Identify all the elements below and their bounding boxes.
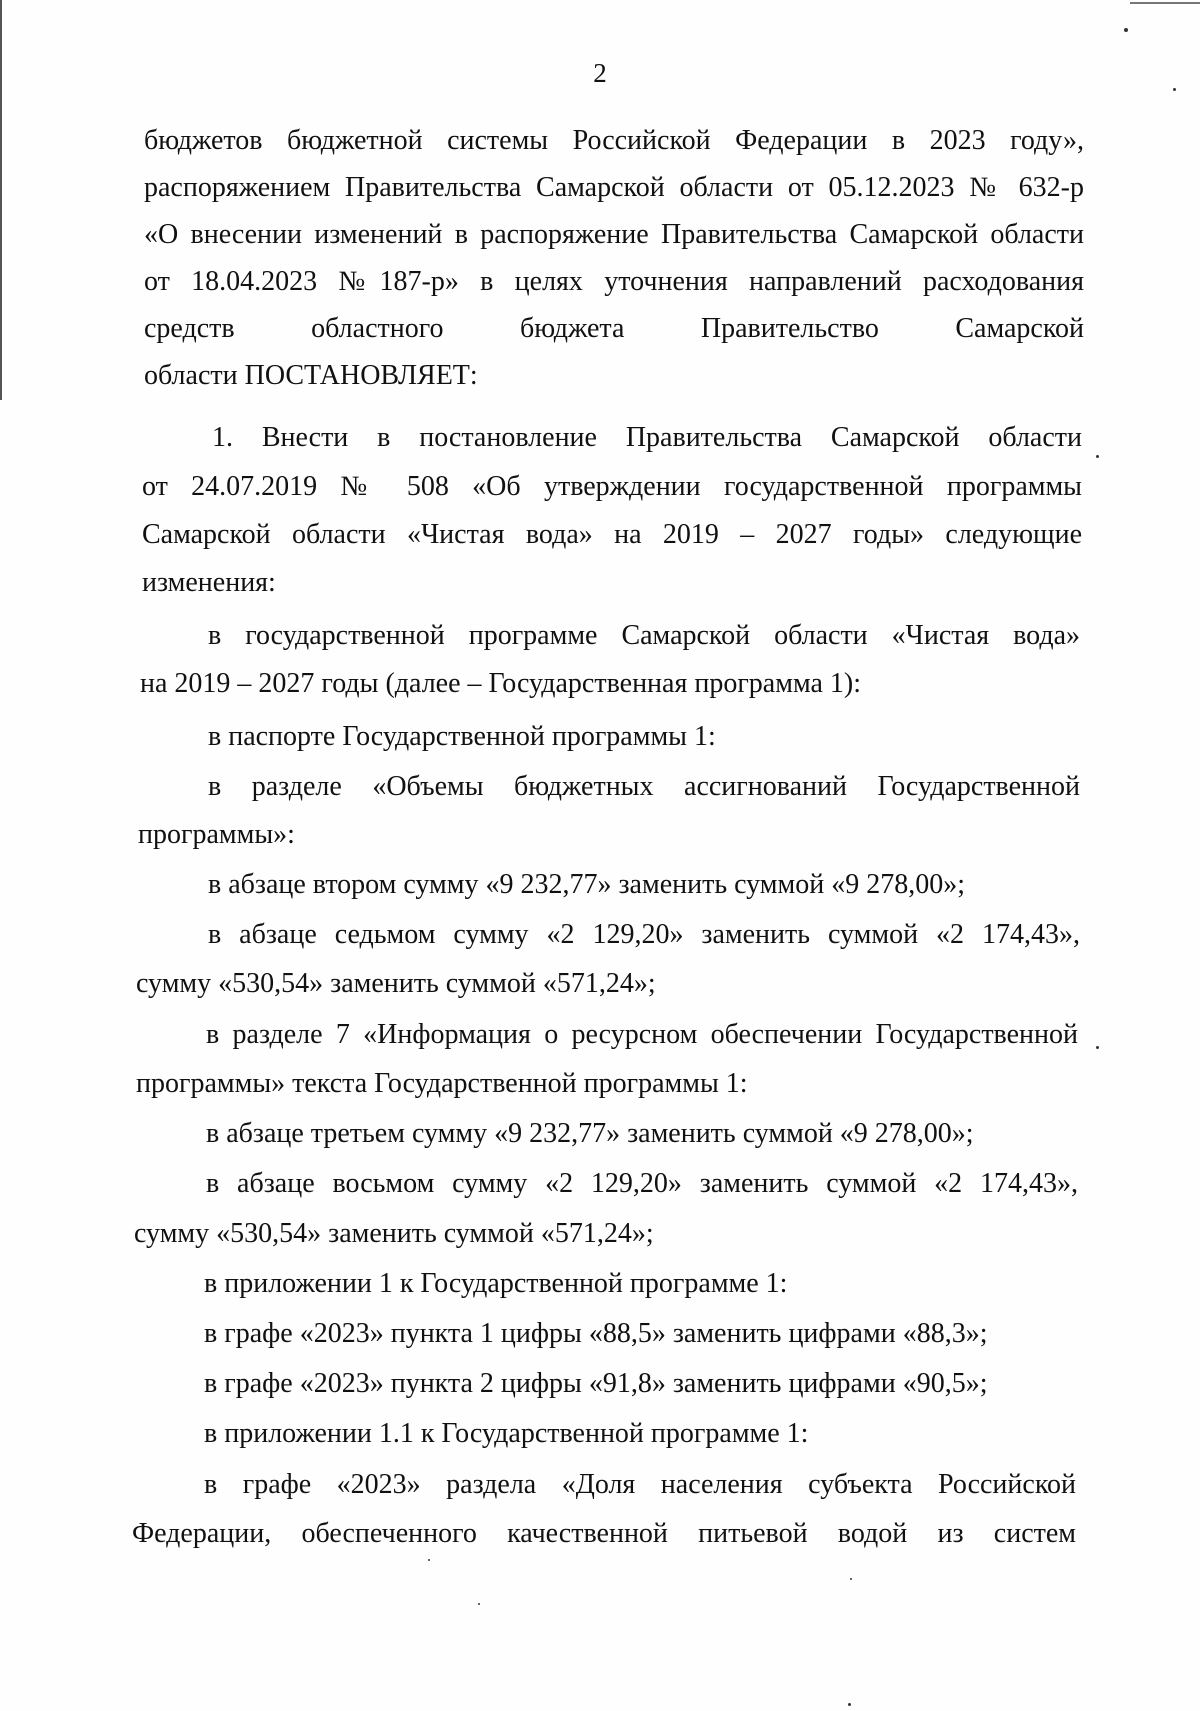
text-line: от 18.04.2023 №187-р» в целях уточнения направлений расходования [144, 266, 1084, 297]
text-line: в абзаце третьем сумму «9 232,77» заменить суммой «9 278,00»; [206, 1118, 974, 1149]
text-line: Самарской области «Чистая вода» на 2019 – 2027 годы» следующие [142, 519, 1082, 550]
text-line: в абзаце седьмом сумму «2 129,20» заменить суммой «2 174,43», [208, 919, 1080, 950]
text-line: в паспорте Государственной программы 1: [208, 721, 716, 752]
text-line: в графе «2023» пункта 1 цифры «88,5» заменить цифрами «88,3»; [204, 1318, 988, 1349]
scan-speck [848, 1703, 851, 1706]
scan-speck [1096, 1046, 1099, 1049]
scan-speck [1096, 455, 1099, 458]
text-line: бюджетов бюджетной системы Российской Федерации в 2023 году», [144, 125, 1084, 156]
text-line: в абзаце втором сумму «9 232,77» заменить суммой «9 278,00»; [208, 869, 965, 900]
text-line: в приложении 1 к Государственной программе 1: [204, 1268, 788, 1299]
scan-speck [1124, 28, 1128, 32]
text-line: области ПОСТАНОВЛЯЕТ: [144, 360, 478, 391]
text-line: распоряжением Правительства Самарской области от 05.12.2023 № 632-р [144, 172, 1084, 203]
text-line: Федерации, обеспеченного качественной питьевой водой из систем [132, 1518, 1076, 1549]
text-line: от 24.07.2019 № 508 «Об утверждении государственной программы [142, 471, 1082, 502]
scan-speck [1173, 88, 1176, 91]
text-line: на 2019 – 2027 годы (далее – Государственная программа 1): [140, 668, 862, 699]
scan-top-line [1130, 2, 1200, 4]
text-line: «О внесении изменений в распоряжение Правительства Самарской области [144, 219, 1084, 250]
text-line: в разделе «Объемы бюджетных ассигнований Государственной [208, 771, 1080, 802]
text-line: сумму «530,54» заменить суммой «571,24»; [136, 968, 656, 999]
scan-speck [850, 1578, 852, 1580]
text-line: программы» текста Государственной программы 1: [136, 1068, 748, 1099]
text-line: программы»: [138, 819, 295, 850]
text-line: изменения: [142, 567, 276, 598]
text-line: в графе «2023» раздела «Доля населения субъекта Российской [204, 1469, 1076, 1500]
text-line: в государственной программе Самарской области «Чистая вода» [208, 620, 1080, 651]
text-line: сумму «530,54» заменить суммой «571,24»; [134, 1218, 654, 1249]
text-line: в графе «2023» пункта 2 цифры «91,8» заменить цифрами «90,5»; [204, 1368, 988, 1399]
text-line: в приложении 1.1 к Государственной программе 1: [204, 1418, 809, 1449]
text-line: средств областного бюджета Правительство Самарской [144, 313, 1084, 344]
page-number: 2 [593, 58, 607, 88]
text-line: в абзаце восьмом сумму «2 129,20» заменить суммой «2 174,43», [206, 1168, 1078, 1199]
text-line: 1. Внести в постановление Правительства Самарской области [212, 422, 1082, 453]
scan-speck [428, 1559, 430, 1561]
text-line: в разделе 7 «Информация о ресурсном обеспечении Государственной [206, 1019, 1078, 1050]
scan-speck [478, 1603, 480, 1605]
